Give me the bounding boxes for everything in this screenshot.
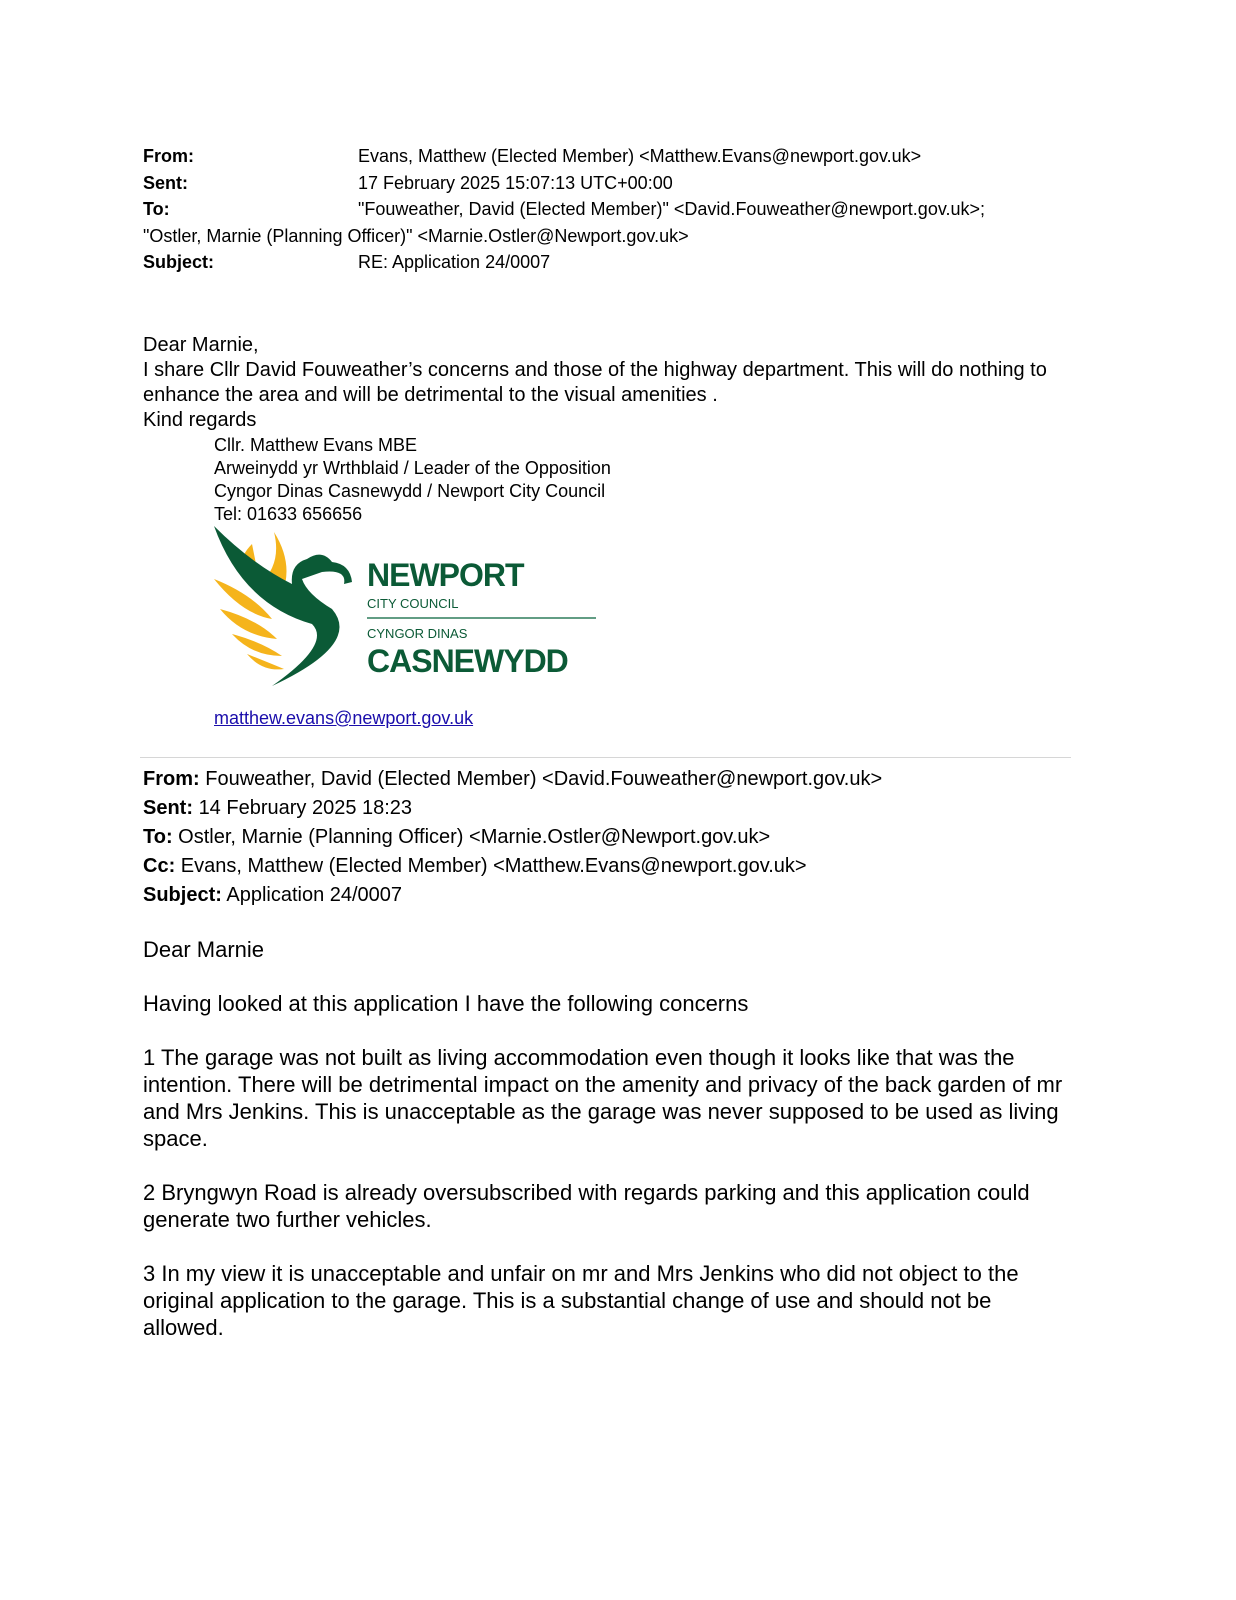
to-value: "Fouweather, David (Elected Member)" <David.Fouweather@newport.gov.uk>; [358,199,986,219]
intro-paragraph: Having looked at this application I have the following concerns [143,991,749,1016]
signature-name: Cllr. Matthew Evans MBE [214,435,418,455]
logo-casnewydd: CASNEWYDD [367,643,568,679]
to-row: To: "Fouweather, David (Elected Member)" <David.Fouweather@newport.gov.uk>; [143,199,986,219]
concern-1: 1 The garage was not built as living accommodation even though it looks like that was the intention. There will be detrimental impact on the amenity and privacy of the back garden of mr and Mrs Jenkins. This is unacceptable as the garage was never supposed to be used as living space. [143,1045,1063,1151]
logo-newport: NEWPORT [367,557,524,593]
signature-phone: Tel: 01633 656656 [214,504,363,524]
divider [140,757,1071,758]
greeting: Dear Marnie, [143,334,259,356]
logo-cyngor-dinas: CYNGOR DINAS [367,626,468,641]
original-email-header [143,765,882,910]
sent-row: Sent: 17 February 2025 15:07:13 UTC+00:00 [143,172,673,193]
sent-value: 17 February 2025 15:07:13 UTC+00:00 [358,172,673,193]
sent-row: Sent: 14 February 2025 18:23 [143,797,413,819]
subject-row: Subject: Application 24/0007 [143,884,403,906]
subject-value: RE: Application 24/0007 [358,252,551,272]
signature-org: Cyngor Dinas Casnewydd / Newport City Council [214,481,606,501]
body-text: I share Cllr David Fouweather’s concerns and those of the highway department. This will do nothing to enhance the area and will be detrimental to the visual amenities . [143,359,1047,406]
from-value: Evans, Matthew (Elected Member) <Matthew.Evans@newport.gov.uk> [358,146,922,166]
to-row-continued: "Ostler, Marnie (Planning Officer)" <Marnie.Ostler@Newport.gov.uk> [143,225,689,246]
cc-row: Cc: Evans, Matthew (Elected Member) <Matthew.Evans@newport.gov.uk> [143,855,807,877]
dragon-wing-icon [214,526,352,686]
logo-city-council: CITY COUNCIL [367,596,459,611]
concern-2: 2 Bryngwyn Road is already oversubscribed with regards parking and this application could generate two further vehicles. [143,1180,1030,1232]
reply-email-header [143,143,1143,276]
reply-body [143,333,1093,433]
from-row: From: Fouweather, David (Elected Member) <David.Fouweather@newport.gov.uk> [143,768,883,790]
subject-row: Subject: RE: Application 24/0007 [143,252,551,272]
from-row: From: Evans, Matthew (Elected Member) <Matthew.Evans@newport.gov.uk> [143,146,922,166]
original-email-body [143,936,1078,1368]
greeting: Dear Marnie [143,937,265,962]
signature-role: Arweinydd yr Wrthblaid / Leader of the Opposition [214,458,611,478]
email-link[interactable]: matthew.evans@newport.gov.uk [214,708,474,728]
concern-3: 3 In my view it is unacceptable and unfair on mr and Mrs Jenkins who did not object to the original application to the garage. This is a substantial change of use and should not be allowed. [143,1261,1019,1340]
sign-off: Kind regards [143,409,257,431]
newport-council-logo [212,524,602,689]
to-row: To: Ostler, Marnie (Planning Officer) <Marnie.Ostler@Newport.gov.uk> [143,826,771,848]
signature [214,434,611,526]
